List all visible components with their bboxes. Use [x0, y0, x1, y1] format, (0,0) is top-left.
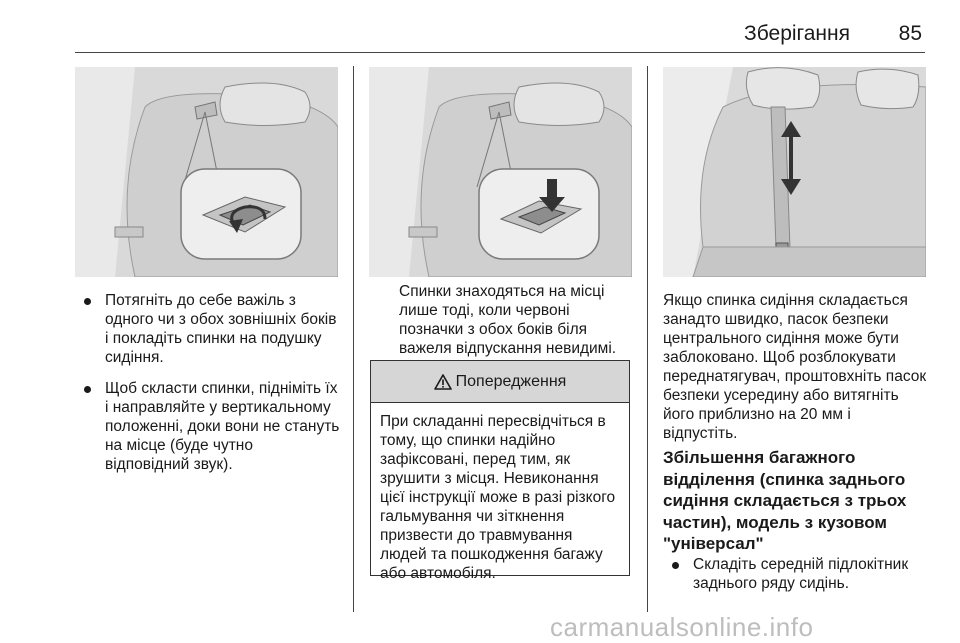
- seat-lock-indicator-drawing: [369, 67, 632, 277]
- illustration-lock-indicator: [369, 67, 632, 277]
- bullet-dot: [84, 298, 91, 305]
- bullet-list-col1: [75, 291, 341, 486]
- warning-triangle-icon: [434, 374, 452, 390]
- bullet-text: Складіть середній підлокітник заднього ряду сидінь.: [693, 556, 909, 592]
- list-item: [75, 291, 341, 367]
- section-heading: Збільшення багажного відділення (спинка заднього сидіння складається з трьох частин), модель з кузовом "універсал": [663, 448, 907, 553]
- seatbelt-tensioner-drawing: [663, 67, 926, 277]
- seat-lever-pull-drawing: [75, 67, 338, 277]
- column-divider-2: [647, 66, 648, 612]
- warning-box: [370, 360, 630, 582]
- bullet-text: Потягніть до себе важіль з одного чи з обох зовнішніх боків і покладіть спинки на подушку сидіння.: [105, 292, 337, 366]
- column-divider-1: [353, 66, 354, 612]
- bullet-list-col3: [663, 555, 927, 605]
- illustration-lever-pull: [75, 67, 338, 277]
- list-item: [75, 379, 341, 474]
- header-rule: [75, 52, 925, 53]
- tensioner-paragraph: Якщо спинка сидіння складається занадто швидко, пасок безпеки центрального сидіння може бути заблоковано. Щоб розблокувати переднатягувач, проштовхніть пасок безпеки усередину або витягніть його приблизно на 20 мм і відпустіть.: [663, 292, 927, 442]
- bullet-dot: [672, 562, 679, 569]
- page-number: 85: [898, 22, 922, 45]
- warning-title: Попередження: [455, 372, 567, 390]
- warning-text: При складанні пересвідчіться в тому, що спинки надійно зафіксовані, перед тим, як зрушити з місця. Невиконання цієї інструкції може в разі різкого гальмування чи зіткнення призвести до травмування людей та пошкодження багажу або автомобіля.: [380, 413, 616, 582]
- bullet-dot: [84, 386, 91, 393]
- lock-note-paragraph: Спинки знаходяться на місці лише тоді, коли червоні позначки з обох боків біля важеля відпускання невидимі.: [399, 283, 617, 357]
- list-item: [663, 555, 927, 593]
- bullet-text: Щоб скласти спинки, підніміть їх і направляйте у вертикальному положенні, доки вони не стануть на місце (буде чутно відповідний звук).: [105, 380, 340, 473]
- watermark: carmanualsonline.info: [550, 612, 814, 642]
- page-header-title: Зберігання: [744, 22, 850, 45]
- warning-header: [371, 361, 629, 403]
- illustration-seatbelt-tensioner: [663, 67, 926, 277]
